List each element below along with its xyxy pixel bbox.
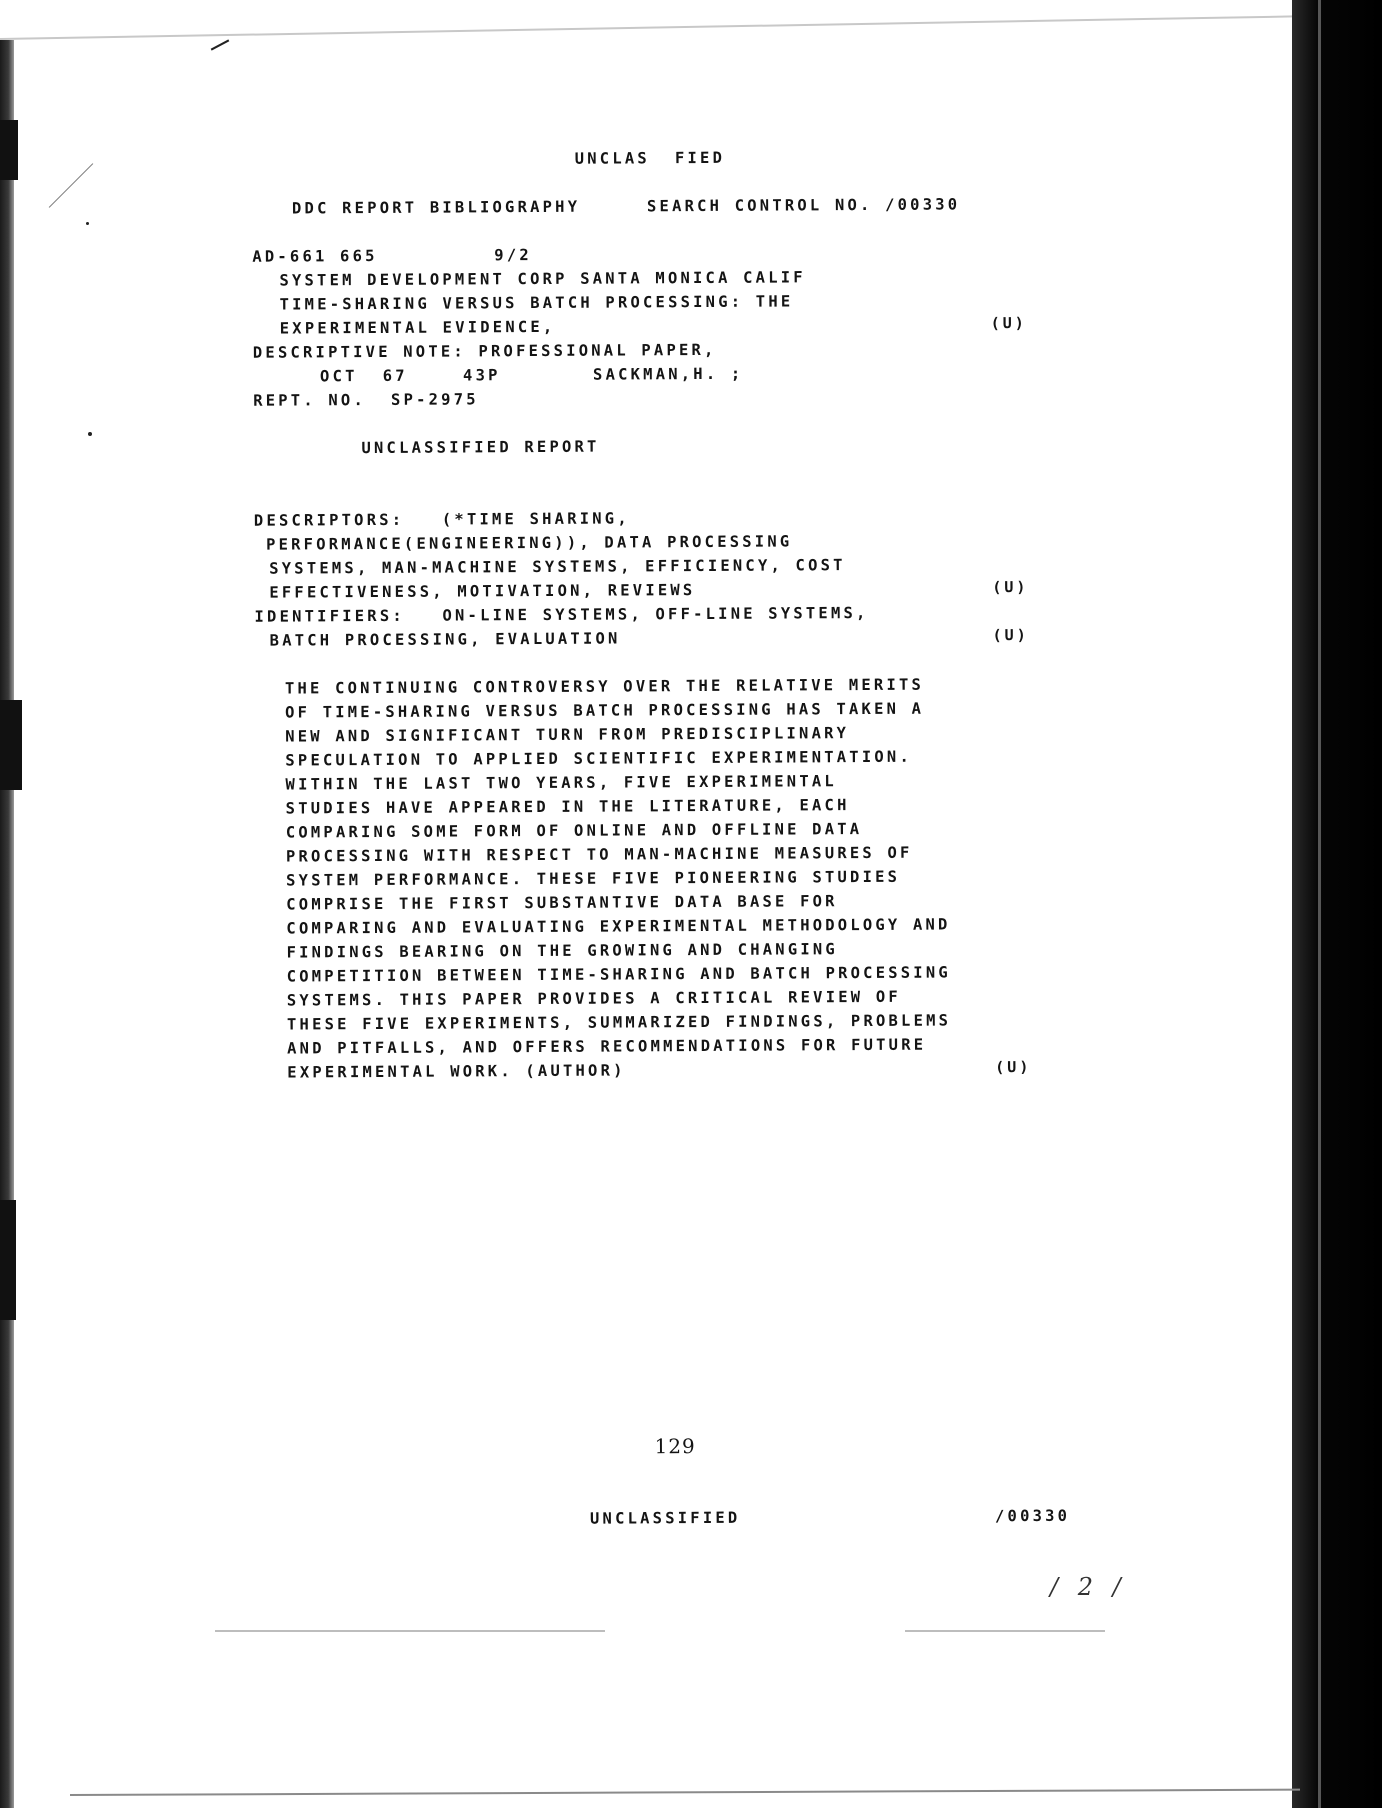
- identifiers-classification: (U): [992, 625, 1029, 645]
- search-control-number: SEARCH CONTROL NO. /00330: [646, 195, 961, 216]
- ad-number: AD-661 665: [252, 246, 378, 266]
- abstract-line: PROCESSING WITH RESPECT TO MAN-MACHINE MEASURES OF: [285, 843, 913, 866]
- abstract-line: EXPERIMENTAL WORK. (AUTHOR): [287, 1061, 626, 1082]
- bibliography-title: DDC REPORT BIBLIOGRAPHY: [291, 197, 581, 218]
- abstract-line: THE CONTINUING CONTROVERSY OVER THE RELATIVE MERITS: [284, 675, 925, 698]
- descriptors-line3: SYSTEMS, MAN-MACHINE SYSTEMS, EFFICIENCY, COST: [269, 556, 846, 578]
- report-classification: UNCLASSIFIED REPORT: [361, 437, 600, 458]
- abstract-line: WITHIN THE LAST TWO YEARS, FIVE EXPERIMENTAL: [285, 772, 837, 794]
- handwritten-page-mark: / 2 /: [1050, 1573, 1127, 1601]
- identifiers-line2: BATCH PROCESSING, EVALUATION: [269, 629, 621, 650]
- report-number: REPT. NO. SP-2975: [253, 390, 479, 410]
- abstract-line: STUDIES HAVE APPEARED IN THE LITERATURE, EACH: [285, 796, 850, 818]
- page-count: 43P: [462, 366, 501, 385]
- abstract-line: COMPETITION BETWEEN TIME-SHARING AND BATCH PROCESSING: [286, 963, 951, 986]
- footer-control-number: /00330: [994, 1506, 1071, 1526]
- abstract-classification: (U): [995, 1057, 1032, 1077]
- abstract-line: NEW AND SIGNIFICANT TURN FROM PREDISCIPLINARY: [285, 724, 850, 746]
- descriptors-classification: (U): [992, 577, 1029, 597]
- footer-classification: UNCLASSIFIED: [589, 1508, 741, 1528]
- report-date: OCT 67: [319, 366, 408, 386]
- identifiers-line1: IDENTIFIERS: ON-LINE SYSTEMS, OFF-LINE SYSTEMS,: [254, 603, 869, 626]
- classification-header: UNCLAS FIED: [574, 148, 726, 168]
- abstract-line: COMPARING SOME FORM OF ONLINE AND OFFLINE DATA: [285, 820, 863, 842]
- report-title-line2: EXPERIMENTAL EVIDENCE,: [279, 317, 556, 338]
- title-classification: (U): [990, 313, 1027, 333]
- abstract-line: COMPRISE THE FIRST SUBSTANTIVE DATA BASE FOR: [286, 892, 838, 914]
- descriptors-line2: PERFORMANCE(ENGINEERING)), DATA PROCESSING: [265, 532, 793, 554]
- abstract-line: COMPARING AND EVALUATING EXPERIMENTAL METHODOLOGY AND: [286, 915, 951, 938]
- corporate-author: SYSTEM DEVELOPMENT CORP SANTA MONICA CALIF: [279, 268, 806, 290]
- abstract-line: THESE FIVE EXPERIMENTS, SUMMARIZED FINDINGS, PROBLEMS: [286, 1011, 952, 1034]
- descriptors-line4: EFFECTIVENESS, MOTIVATION, REVIEWS: [269, 581, 696, 602]
- abstract-line: OF TIME-SHARING VERSUS BATCH PROCESSING HAS TAKEN A: [285, 699, 925, 722]
- abstract-line: SYSTEMS. THIS PAPER PROVIDES A CRITICAL REVIEW OF: [286, 987, 901, 1010]
- abstract-line: SYSTEM PERFORMANCE. THESE FIVE PIONEERING STUDIES: [286, 867, 901, 890]
- report-author: SACKMAN,H. ;: [592, 364, 744, 384]
- page-number: 129: [654, 1434, 696, 1459]
- descriptive-note: DESCRIPTIVE NOTE: PROFESSIONAL PAPER,: [252, 340, 717, 362]
- field-group: 9/2: [494, 246, 532, 265]
- abstract-line: SPECULATION TO APPLIED SCIENTIFIC EXPERIMENTATION.: [285, 747, 912, 770]
- abstract-line: FINDINGS BEARING ON THE GROWING AND CHANGING: [286, 940, 838, 962]
- report-title-line1: TIME-SHARING VERSUS BATCH PROCESSING: THE: [279, 292, 794, 314]
- descriptors-line1: DESCRIPTORS: (*TIME SHARING,: [253, 509, 630, 530]
- abstract-line: AND PITFALLS, AND OFFERS RECOMMENDATIONS FOR FUTURE: [287, 1035, 927, 1058]
